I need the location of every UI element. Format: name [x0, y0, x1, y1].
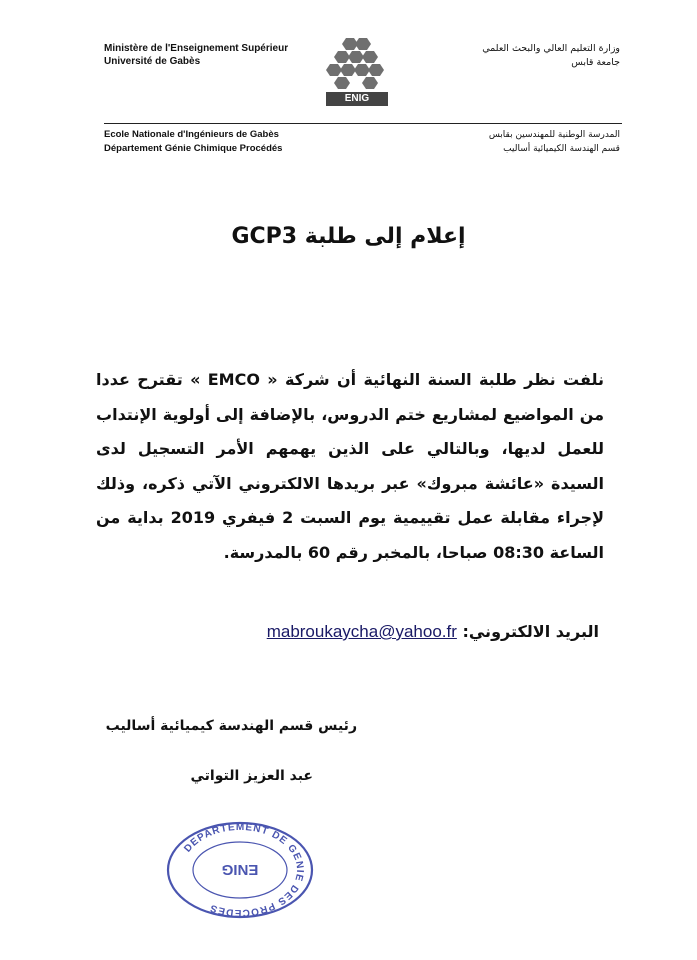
subheader-left [104, 128, 282, 156]
email-label: البريد الالكتروني: [462, 622, 599, 641]
notice-paragraph: نلفت نظر طلبة السنة النهائية أن شركة « EMCO » تقترح عددا من المواضيع لمشاريع ختم الدروس، بالإضافة إلى أولوية الإنتداب للعمل لديها، وبالتالي على الذين يهمهم الأمر التسجيل لدى السيدة «عائشة مبروك» عبر بريدها الالكتروني الآتي ذكره، وذلك لإجراء مقابلة عمل تقييمية يوم السبت 2 فيفري 2019 بداية من الساعة 08:30 صباحا، بالمخبر رقم 60 بالمدرسة. [96, 370, 605, 562]
stamp-ring-text: DEPARTEMENT DE GENIE DES PROCEDES [182, 821, 306, 919]
logo-wordmark: ENIG [326, 92, 388, 106]
header-left-line-2: Université de Gabès [104, 56, 201, 67]
header-left-line-1: Ministère de l'Enseignement Supérieur [104, 43, 289, 54]
subheader-right-line-2: قسم الهندسة الكيميائية أساليب [503, 144, 620, 154]
header-left [104, 42, 288, 68]
subheader-left-line-2: Département Génie Chimique Procédés [104, 143, 283, 154]
department-stamp [165, 820, 315, 920]
subheader-right-line-1: المدرسة الوطنية للمهندسين بقابس [488, 130, 620, 140]
header-right-line-2: جامعة قابس [571, 57, 620, 68]
subheader-right [489, 128, 620, 156]
email-link[interactable]: mabroukaycha@yahoo.fr [266, 622, 457, 641]
header-divider [104, 123, 622, 124]
signer-title: رئيس قسم الهندسة كيميائية أساليب [105, 718, 357, 734]
email-line [267, 622, 599, 642]
header-right-line-1: وزارة التعليم العالي والبحث العلمي [482, 43, 620, 54]
notice-body [96, 363, 604, 570]
header-right [482, 42, 620, 70]
signer-name: عبد العزيز التواتي [190, 768, 313, 784]
notice-title: إعلام إلى طلبة GCP3 [231, 224, 466, 249]
subheader-left-line-1: Ecole Nationale d'Ingénieurs de Gabès [104, 129, 279, 140]
stamp-center-text: ENIG [221, 861, 259, 878]
